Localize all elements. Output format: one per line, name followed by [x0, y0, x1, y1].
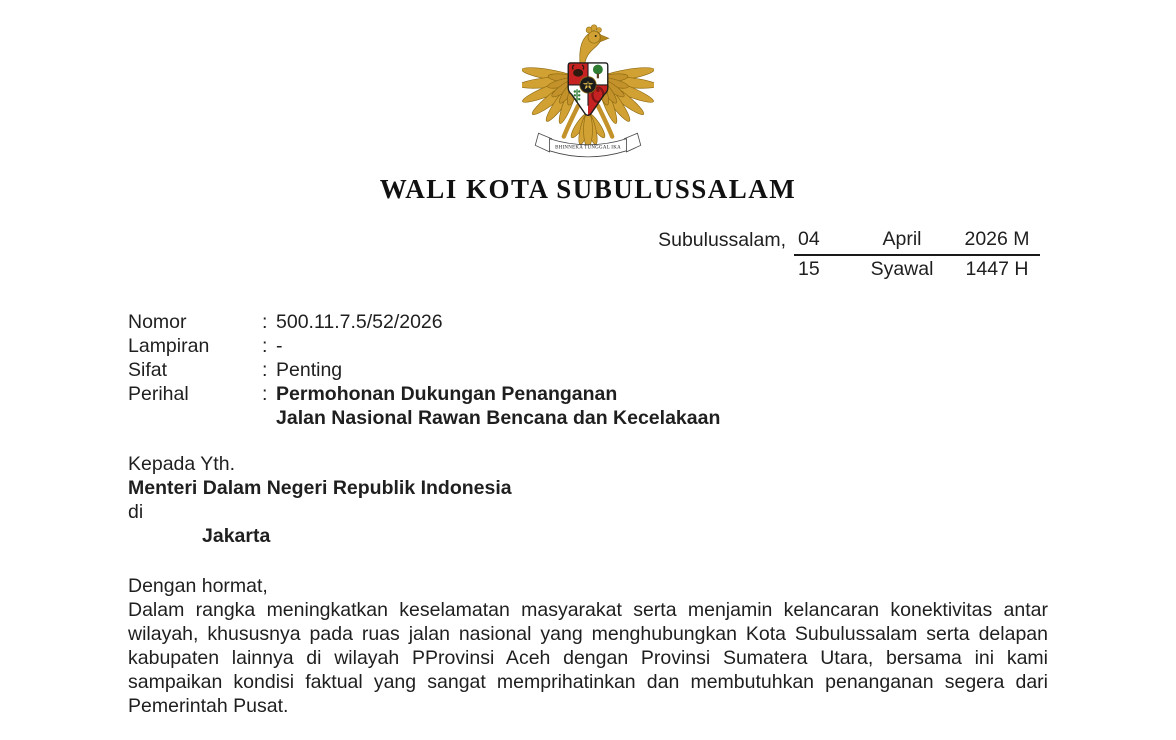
meta-colon: : — [262, 383, 268, 405]
dateline-masehi-day: 04 — [794, 226, 850, 255]
dateline-hijriah-day: 15 — [798, 258, 820, 280]
perihal-line-1: Permohonan Dukungan Penanganan — [276, 383, 618, 405]
dateline-masehi-row — [658, 226, 1040, 255]
dateline-masehi-year: 2026 M — [954, 226, 1040, 255]
recipient-block — [128, 452, 512, 548]
meta-value-lampiran: - — [276, 335, 283, 357]
emblem-motto: BHINNEKA TUNGGAL IKA — [555, 145, 621, 151]
letter-body — [128, 574, 1048, 718]
meta-colon: : — [262, 335, 268, 357]
meta-row-nomor — [128, 310, 720, 334]
garuda-pancasila-emblem — [522, 8, 654, 164]
dateline-place: Subulussalam, — [658, 228, 786, 251]
meta-colon: : — [262, 359, 268, 381]
meta-value-perihal — [276, 382, 720, 430]
recipient-city: Jakarta — [202, 525, 271, 547]
meta-value-sifat: Penting — [276, 359, 343, 381]
recipient-di: di — [128, 501, 144, 523]
meta-label: Lampiran — [128, 335, 210, 357]
recipient-salutation: Kepada Yth. — [128, 453, 235, 475]
dateline — [658, 226, 1040, 284]
letter-meta — [128, 310, 720, 430]
letterhead — [0, 8, 1176, 164]
meta-value-nomor: 500.11.7.5/52/2026 — [276, 311, 443, 333]
dateline-masehi-month: April — [850, 226, 954, 255]
greeting: Dengan hormat, — [128, 575, 268, 597]
meta-label: Sifat — [128, 359, 168, 381]
dateline-hijriah-row — [658, 255, 1040, 284]
recipient-name: Menteri Dalam Negeri Republik Indonesia — [128, 477, 512, 499]
body-paragraph-1: Dalam rangka meningkatkan keselamatan masyarakat serta menjamin kelancaran konektivitas antar wilayah, khususnya pada ruas jalan nasional yang menghubungkan Kota Subulussalam serta delapan kabupaten lainnya di wilayah PProvinsi Aceh dengan Provinsi Sumatera Utara, bersama ini kami sampaikan kondisi faktual yang sangat memprihatinkan dan membutuhkan penanganan segera dari Pemerintah Pusat. — [128, 599, 1048, 717]
meta-row-sifat — [128, 358, 720, 382]
meta-row-perihal — [128, 382, 720, 430]
dateline-hijriah-month: Syawal — [870, 258, 934, 280]
meta-label: Nomor — [128, 311, 187, 333]
page-title: WALI KOTA SUBULUSSALAM — [379, 174, 797, 204]
meta-row-lampiran — [128, 334, 720, 358]
meta-colon: : — [262, 311, 268, 333]
meta-label: Perihal — [128, 383, 189, 405]
perihal-line-2: Jalan Nasional Rawan Bencana dan Kecelakaan — [276, 407, 721, 429]
dateline-hijriah-year: 1447 H — [965, 258, 1029, 280]
